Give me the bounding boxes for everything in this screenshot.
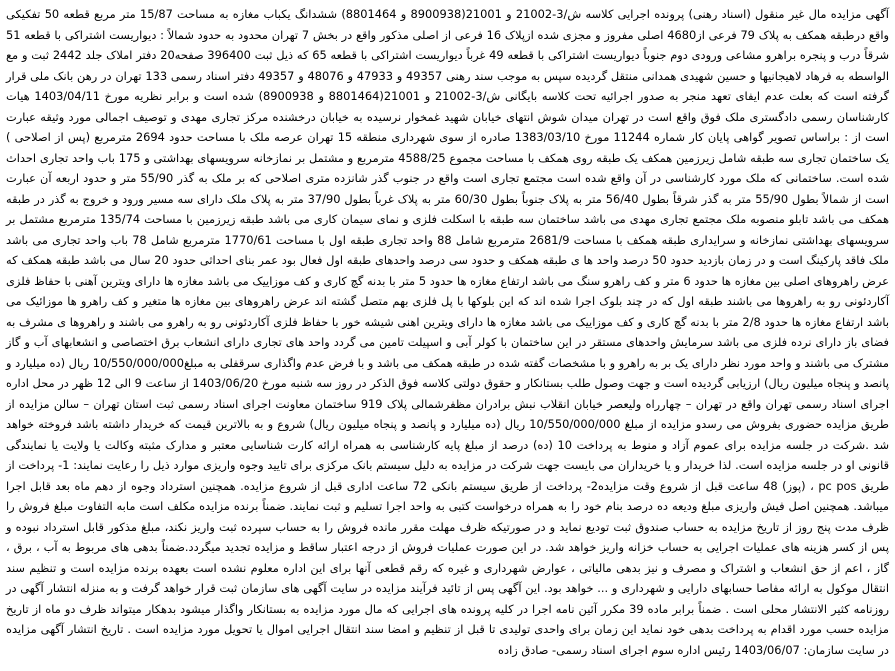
- notice-body-text: آگهی مزایده مال غیر منقول (اسناد رهنی) پرونده اجرایی کلاسه ش/3-21002 و 21001(8900938 و 8801464) ششدانگ یکباب مغازه به مساحت 15/87 متر مربع قطعه 50 تفکیکی واقع درطبقه همکف به پلاک 79 فرعی از4680 اصلی مفروز و مجزی شده ازپلاک 16 فرعی از اصلی مذکور واقع در بخش 7 تهران محدود به حدود شمالاً : دیواریست اشتراکی با قطعه 51 شرقاً درب و پنجره براهرو مشاعی ورودی دوم جنوباً دیواریست اشتراکی با قطعه 49 غرباً دیواریست اشتراکی با قطعه 65 که ذیل ثبت 396400 صفحه20 دفتر املاک جلد 2442 ثبت و مع الواسطه به فرهاد لاهیجانیها و حسین شهیدی همدانی منتقل گردیده سپس به موجب سند رهنی 49357 و 47933 و 48076 و 49357 دفتر اسناد رسمی 133 تهران در رهن بانک ملی قرار گرفته است که بعلت عدم ایفای تعهد منجر به صدور اجرائیه تحت کلاسه بایگانی ش/3-21002 و 21001(8801464 و 8900938) شده است و برابر نظریه مورخ 1403/04/11 هیات کارشناسان رسمی دادگستری ملک فوق واقع است در تهران میدان شوش انتهای خیابان شهید غمخوار نرسیده به خیابان درخشنده مرکز تجاری مهدی و توصیف اجمالی مورد وثیقه عبارت است از : براساس تصویر گواهی پایان کار شماره 11244 مورخ 1383/03/10 صادره از سوی شهرداری منطقه 15 تهران عرصه ملک با مساحت حدود 2694 مترمربع (پس از اصلاحی ) یک ساختمان تجاری سه طبقه شامل زیرزمین همکف یک طبقه روی همکف با مساحت مجموع 4588/25 مترمربع و مشتمل بر نمازخانه سرویسهای بهداشتی و 175 باب واحد تجاری احداث شده است. ساختمانی که ملک مورد کارشناسی در آن واقع شده است مجتمع تجاری است واقع در جنوب گذر شانزده متری اصلاحی که بر ملک به گذر 55/90 متر و حدود اربعه آن عبارت است از شمالاً بطول 55/90 متر به گذر شرقاً بطول 56/40 متر به پلاک جنوباً بطول 60/30 متر به پلاک غرباً بطول 37/90 متر به پلاک ملک دارای سه مسیر ورود و خروج به گذر در طبقه همکف می باشد تابلو منصوبه ملک مجتمع تجاری مهدی می باشد ساختمان سه طبقه با اسکلت فلزی و نمای سیمان کاری می باشد طبقه زیرزمین با مساحت 135/74 مترمربع مشتمل بر سرویسهای بهداشتی نمازخانه و سرایداری طبقه همکف با مساحت 2681/9 مترمربع شامل 88 واحد تجاری طبقه اول با مساحت 1770/61 مترمربع شامل 78 باب واحد تجاری می باشد ملک فاقد پارکینگ است و در زمان بازدید حدود 50 درصد واحد ها ی طبقه همکف و حدود سی درصد واحدهای طبقه اول فعال بود عمر بنای احداثی حدود 20 سال می باشد طبقه همکف که عرض راهروهای اصلی بین مغازه ها حدود 6 متر و کف راهرو سنگ می باشد ارتفاع مغازه ها حدود 5 متر با بدنه گچ کاری و کف موزاییک می باشد مغازه ها دارای ویترین آهنی با حفاظ فلزی آکاردئونی رو به راهروها می باشند طبقه اول که در چند بلوک اجرا شده اند که این بلوکها با پل فلزی بهم متصل گشته اند عرض راهروهای بین مغازه ها متغیر و کف راهرو ها موزائیک می باشد ارتفاع مغازه ها حدود 2/8 متر با بدنه گچ کاری و کف موزاییک می باشد مغازه ها دارای ویترین اهنی شیشه خور با حفاظ فلزی آکاردئونی رو به راهرو می باشند و راهروها ی مشرف به فضای باز دارای نرده فلزی می باشد سرمایش واحدهای مستقر در این ساختمان با کولر آبی و اسپیلت تامین می گردد واحد های تجاری دارای انشعاب برق اختصاصی و انشعابهای آب و گاز مشترک می باشند و واحد مورد نظر دارای یک بر به راهرو و با مشخصات گفته شده در طبقه همکف می باشد و با فرض عدم واگذاری سرقفلی به مبلغ10/550/000/000 ریال (ده میلیارد و پانصد و پنجاه میلیون ریال) ارزیابی گردیده است و جهت وصول طلب بستانکار و حقوق دولتی کلاسه فوق الذکر در روز سه شنبه مورخ 1403/06/20 از ساعت 9 الی 12 ظهر در محل اداره اجرای اسناد رسمی تهران واقع در تهران – چهارراه ولیعصر خیابان انقلاب نبش برادران مظفرشمالی پلاک 919 ساختمان معاونت اجرای اسناد رسمی ثبت استان تهران – سالن مزایده از طریق مزایده حضوری بفروش می رسدو مزایده از مبلغ 10/550/000/000 ریال (ده میلیارد و پانصد و پنجاه میلیون ریال) شروع و به بالاترین قیمت که خریدار داشته باشد فروخته خواهد شد .شرکت در جلسه مزایده برای عموم آزاد و منوط به پرداخت 10 (ده) درصد از مبلغ پایه کارشناسی به همراه ارائه کارت شناسایی معتبر و مدارک مثبته وکالت یا ولایت یا نمایندگی قانونی او در جلسه مزایده است. لذا خریدار و یا خریداران می بایست جهت شرکت در مزایده به دلیل سیستم بانک مرکزی برای تایید وجوه واریزی موارد ذیل را رعایت نمایند: 1- پرداخت از طریق pc pos ، (پوز) 48 ساعت قبل از شروع وقت مزایده2- پرداخت از طریق سیستم بانکی 72 ساعت اداری قبل از شروع مزایده. همچنین استرداد وجوه از دهم ماه بعد قابل اجرا میباشد. همچنین اصل فیش واریزی مبلغ ودیعه ده درصد بنام خود را به همراه درخواست کتبی به واحد اجرا تسلیم و ثبت نمایند. ضمناً برنده مزایده مکلف است مابه التفاوت مبلغ فروش را ظرف مدت پنج روز از تاریخ مزایده به حساب صندوق ثبت تودیع نماید و در صورتیکه ظرف مهلت مقرر مانده فروش را به حساب سپرده ثبت واریز نکند، مبلغ مذکور قابل استرداد نبوده و پس از کسر هزینه های عملیات اجرایی به حساب خزانه واریز خواهد شد. در این صورت عملیات فروش از درجه اعتبار ساقط و مزایده تجدید میگردد.ضمناً بدهی های مربوط به آب ، برق ، گاز ، اعم از حق انشعاب و اشتراک و مصرف و نیز بدهی مالیاتی ، عوارض شهرداری و غیره که رقم قطعی آنها برای این اداره معلوم نشده است بعهده برنده مزایده است و تنظیم سند انتقال موکول به ارائه مفاصا حسابهای دارایی و شهرداری و ... خواهد بود. این آگهی پس از تائید فرآیند مزایده در سایت آگهی های سازمان ثبت قرار خواهد گرفت و به منزله انتشار آگهی در روزنامه کثیر الانتشار محلی است . ضمناً برابر ماده 39 مکرر آئین نامه اجرا در کلیه پرونده های اجرایی که مال مورد مزایده به بستانکار واگذار میشود بدهکار میتواند ظرف دو ماه از تاریخ مزایده حسب مورد اقدام به پرداخت بدهی خود نماید این زمان برای واحدی تولیدی تا قبل از تنظیم و امضا سند انتقال اجرایی اموال یا تحویل مورد مزایده است . تاریخ انتشار آگهی مزایده در سایت سازمان: 1403/06/07 رئیس اداره سوم اجرای اسناد رسمی- صادق زاده: [6, 7, 890, 657]
